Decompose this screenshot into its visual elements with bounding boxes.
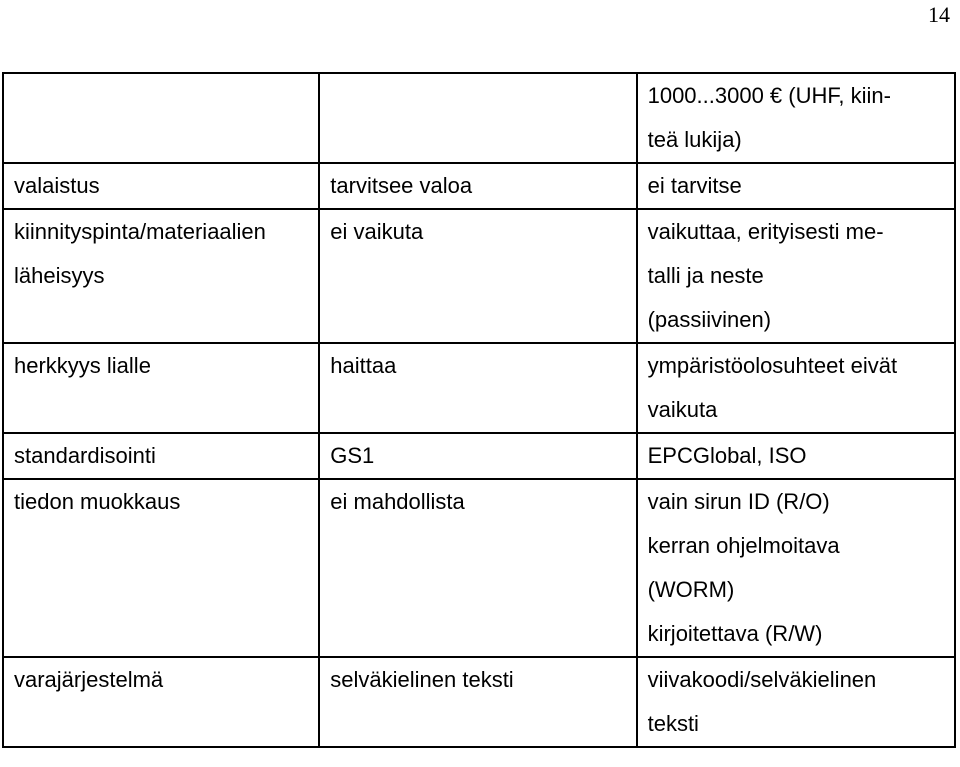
table-row-valaistus: [3, 163, 955, 209]
table-row-herkkyys: [3, 343, 955, 433]
cell-line: valaistus: [14, 173, 100, 198]
table-cell: [637, 163, 955, 209]
cell-line: vaikuta: [647, 397, 718, 422]
cell-line: (passiivinen): [647, 307, 772, 332]
table-cell: [319, 209, 636, 343]
page-number: 14: [928, 2, 950, 27]
cell-line: ei tarvitse: [647, 173, 742, 198]
table-cell: [319, 479, 636, 657]
cell-line: standardisointi: [14, 443, 156, 468]
cell-line: selväkielinen teksti: [330, 667, 514, 692]
cell-line: GS1: [330, 443, 375, 468]
table-cell: [3, 479, 319, 657]
cell-line: talli ja neste: [647, 263, 764, 288]
cell-line: läheisyys: [14, 263, 105, 288]
cell-line: teksti: [647, 711, 699, 736]
cell-line: [648, 74, 944, 118]
cell-line: vaikuttaa, erityisesti me-: [647, 219, 884, 244]
cell-line: kerran ohjelmoitava: [647, 533, 840, 558]
table-cell: [319, 163, 636, 209]
table-cell: [3, 433, 319, 479]
table-row-price: [3, 73, 955, 163]
cell-line: haittaa: [330, 353, 397, 378]
table-row-tiedon-muokkaus: [3, 479, 955, 657]
comparison-table: [2, 72, 956, 748]
table-cell: [637, 479, 955, 657]
table-cell: [637, 73, 955, 163]
table-cell: [3, 343, 319, 433]
cell-line: ei vaikuta: [330, 219, 424, 244]
cell-line: (WORM): [647, 577, 735, 602]
cell-line: EPCGlobal, ISO: [647, 443, 807, 468]
table-cell: [3, 163, 319, 209]
cell-line: tarvitsee valoa: [330, 173, 473, 198]
table-cell: [637, 433, 955, 479]
table-row-varajarjestelma: [3, 657, 955, 747]
table-cell: [637, 209, 955, 343]
cell-line: teä lukija): [647, 127, 742, 152]
cell-line: viivakoodi/selväkielinen: [647, 667, 877, 692]
cell-line: kiinnityspinta/materiaalien: [14, 219, 266, 244]
cell-line: ympäristöolosuhteet eivät: [647, 353, 898, 378]
table-row-kiinnityspinta: [3, 209, 955, 343]
cell-line: kirjoitettava (R/W): [647, 621, 823, 646]
table-cell: [319, 343, 636, 433]
cell-line: varajärjestelmä: [14, 667, 164, 692]
table-cell: [3, 657, 319, 747]
table-cell: [637, 657, 955, 747]
table-cell: [319, 657, 636, 747]
table-cell: [637, 343, 955, 433]
table-cell: [319, 73, 636, 163]
cell-text: 1000...3000 € (UHF, kiin-: [647, 83, 891, 108]
cell-line: tiedon muokkaus: [14, 489, 181, 514]
cell-line: herkkyys lialle: [14, 353, 151, 378]
cell-line: vain sirun ID (R/O): [647, 489, 830, 514]
table-cell: [319, 433, 636, 479]
table-row-standardisointi: [3, 433, 955, 479]
cell-line: ei mahdollista: [330, 489, 465, 514]
table-cell: [3, 73, 319, 163]
table-cell: [3, 209, 319, 343]
